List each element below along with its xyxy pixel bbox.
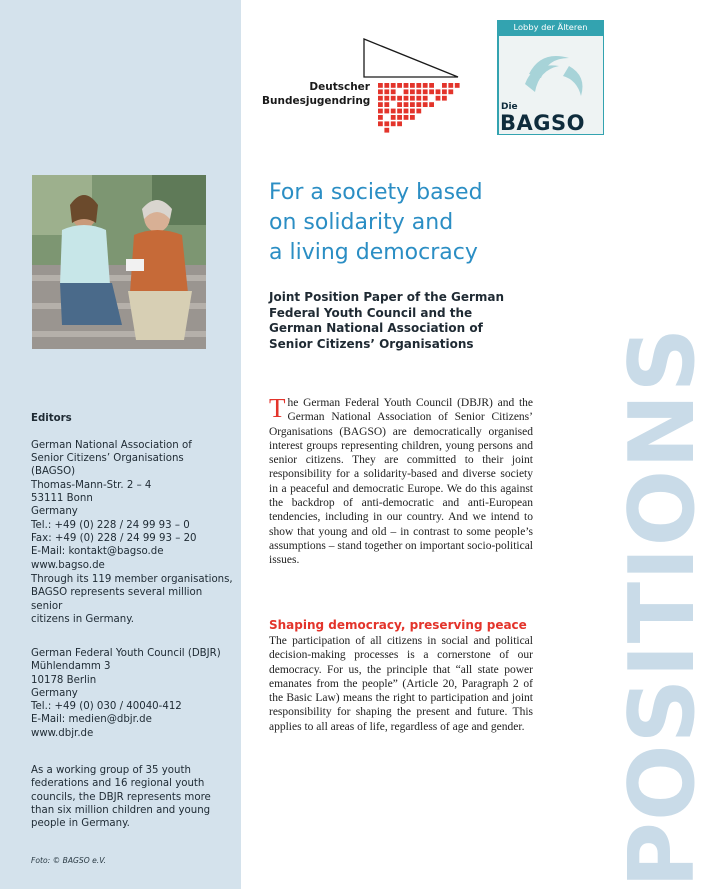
dbjr-logo-square <box>397 109 402 114</box>
dbjr-logo-square <box>397 96 402 101</box>
dbjr-logo-square <box>416 102 421 107</box>
vertical-positions-label: POSITIONS <box>610 326 715 888</box>
dbjr-logo-square <box>429 83 434 88</box>
dbjr-logo-square <box>429 102 434 107</box>
dbjr-logo-square <box>404 89 409 94</box>
page-title: For a society based on solidarity and a living democracy <box>269 180 483 265</box>
dbjr-logo-square <box>378 115 383 120</box>
dbjr-logo-square <box>384 102 389 107</box>
dbjr-logo-square <box>384 83 389 88</box>
dbjr-logo-square <box>391 83 396 88</box>
dbjr-logo-square <box>410 115 415 120</box>
dbjr-logo-square <box>384 109 389 114</box>
dbjr-logo-square <box>391 109 396 114</box>
bagso-description: Through its 119 member organisations, BAGSO represents several million senior citizens in Germany. <box>31 574 233 625</box>
dbjr-logo-square <box>378 89 383 94</box>
dbjr-logo-square <box>397 102 402 107</box>
dbjr-logo-square <box>442 96 447 101</box>
dbjr-address: German Federal Youth Council (DBJR) Mühlendamm 3 10178 Berlin Germany Tel.: +49 (0) 030 / 40040-412 E-Mail: medien@dbjr.de www.dbjr.de <box>31 648 221 739</box>
dbjr-logo-square <box>436 96 441 101</box>
dbjr-logo-square <box>378 102 383 107</box>
dbjr-logo-square <box>397 121 402 126</box>
dbjr-logo-square <box>397 83 402 88</box>
dbjr-logo-square <box>423 89 428 94</box>
dbjr-logo-square <box>391 89 396 94</box>
dbjr-logo-text: Deutscher Bundesjugendring <box>262 81 371 107</box>
page-subtitle: Joint Position Paper of the German Federal Youth Council and the German National Association of Senior Citizens’ Organisations <box>269 290 505 351</box>
dbjr-logo-square <box>397 115 402 120</box>
dbjr-logo-square <box>410 96 415 101</box>
dbjr-logo-square <box>391 115 396 120</box>
dropcap: T <box>269 393 286 423</box>
dbjr-logo-square <box>436 89 441 94</box>
bagso-die: Die <box>501 102 518 112</box>
editors-block <box>31 399 236 572</box>
intro-paragraph <box>269 393 533 568</box>
dbjr-logo-square <box>378 121 383 126</box>
dbjr-logo <box>262 37 472 137</box>
dbjr-logo-square <box>404 109 409 114</box>
dbjr-logo-square <box>416 96 421 101</box>
dbjr-description: As a working group of 35 youth federations and 16 regional youth councils, the DBJR represents more than six million children and young people in Germany. <box>31 765 211 830</box>
dbjr-logo-square <box>423 102 428 107</box>
section-paragraph: The participation of all citizens in social and political decision-making processes is a cornerstone of our democracy. For us, the principle that “all state power emanates from the people” (Article 20, Paragraph 2 of the Basic Law) means the right to participation and joint responsibility for shaping the present and future. This applies to all areas of life, regardless of age and gender. <box>269 635 533 733</box>
dbjr-logo-square <box>384 89 389 94</box>
dbjr-logo-square <box>416 89 421 94</box>
dbjr-logo-square <box>448 89 453 94</box>
dbjr-logo-square <box>404 102 409 107</box>
dbjr-logo-square <box>416 83 421 88</box>
dbjr-logo-square <box>404 83 409 88</box>
bagso-tagline: Lobby der Älteren <box>513 22 588 32</box>
photo-young-and-senior-women <box>32 175 206 349</box>
bagso-emblem <box>499 36 603 134</box>
bagso-address: German National Association of Senior Citizens’ Organisations (BAGSO) Thomas-Mann-Str. 2 – 4 53111 Bonn Germany Tel.: +49 (0) 228 / 24 99 93 – 0 Fax: +49 (0) 228 / 24 99 93 – 20 E-Mail: kontakt@bagso.de www.bagso.de <box>31 439 197 571</box>
dbjr-logo-square <box>378 83 383 88</box>
dbjr-logo-square <box>423 96 428 101</box>
section-heading: Shaping democracy, preserving peace <box>269 618 527 632</box>
dbjr-logo-square <box>404 115 409 120</box>
dbjr-logo-square <box>416 109 421 114</box>
dbjr-logo-square <box>448 83 453 88</box>
bagso-name: BAGSO <box>500 111 585 135</box>
dbjr-logo-square <box>429 89 434 94</box>
dbjr-logo-square <box>384 128 389 133</box>
dbjr-logo-square <box>378 109 383 114</box>
dbjr-logo-square <box>410 109 415 114</box>
dbjr-logo-square <box>404 96 409 101</box>
bagso-logo <box>497 20 604 135</box>
dbjr-logo-square <box>384 121 389 126</box>
dbjr-logo-square <box>423 83 428 88</box>
dbjr-logo-square <box>384 96 389 101</box>
dbjr-logo-square <box>442 89 447 94</box>
dbjr-logo-square <box>410 83 415 88</box>
dbjr-logo-square <box>442 83 447 88</box>
intro-text: he German Federal Youth Council (DBJR) and the German National Association of Senior Citizens’ Organisations (BAGSO) are democratically organised interest groups representing children, young persons and senior citizens. They are committed to their joint responsibility for a solidarity-based and diverse society in a peaceful and democratic Europe. We do this against the backdrop of anti-democratic and anti-European tendencies, including in our country. And we intend to show that young and old – in contrast to some people’s assumptions – stand together on important socio-political issues. <box>269 397 533 567</box>
dbjr-logo-square <box>410 89 415 94</box>
editors-heading: Editors <box>31 413 72 425</box>
dbjr-logo-square <box>391 121 396 126</box>
photo-credit: Foto: © BAGSO e.V. <box>31 856 106 865</box>
dbjr-logo-square <box>378 96 383 101</box>
dbjr-logo-square <box>455 83 460 88</box>
dbjr-logo-square <box>391 96 396 101</box>
dbjr-logo-square <box>410 102 415 107</box>
